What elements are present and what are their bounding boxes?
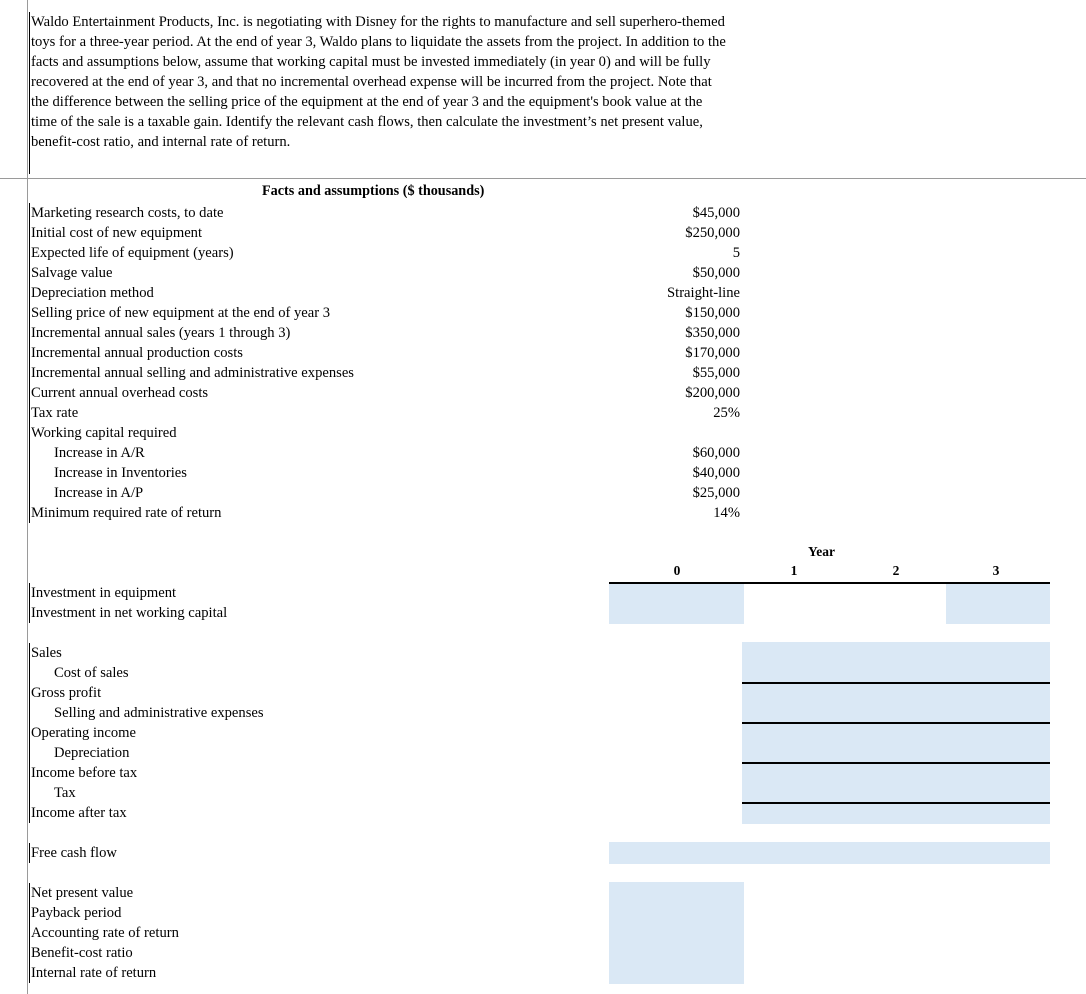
year-3-header: 3	[992, 563, 1000, 578]
fact-value: $45,000	[692, 205, 740, 221]
row-gridline	[0, 178, 1086, 179]
problem-statement: Waldo Entertainment Products, Inc. is negotiating with Disney for the rights to manufacture and sell superhero-themed toys for a three-year period. At the end of year 3, Waldo plans to liquidate the assets from the project. In addition to the facts and assumptions below, assume that working capital must be invested immediately (in year 0) and will be fully recovered at the end of year 3, and that no incremental overhead expense will be incurred from the project. Note that the difference between the selling price of the equipment at the end of year 3 and the equipment's book value at the time of the sale is a taxable gain. Identify the relevant cash flows, then calculate the investment’s net present value, benefit-cost ratio, and internal rate of return.	[31, 14, 726, 150]
sales-label: Sales	[31, 645, 62, 661]
cell-border	[29, 843, 30, 863]
cost-of-sales-label: Cost of sales	[54, 665, 129, 681]
fact-value: $50,000	[692, 265, 740, 281]
free-cash-flow-input[interactable]	[609, 842, 1050, 864]
subtotal-rule	[742, 762, 1050, 764]
income-after-tax-label: Income after tax	[31, 805, 127, 821]
fact-value: $200,000	[685, 385, 740, 401]
subtotal-rule	[742, 682, 1050, 684]
investment-year3-input[interactable]	[946, 584, 1050, 624]
investment-year0-input[interactable]	[609, 584, 744, 624]
fact-value: $60,000	[692, 445, 740, 461]
gross-profit-label: Gross profit	[31, 685, 102, 701]
investment-nwc-label: Investment in net working capital	[31, 605, 228, 621]
fact-label: Tax rate	[31, 405, 79, 421]
year-header: Year	[808, 544, 835, 559]
fact-value: $55,000	[692, 365, 740, 381]
cell-border	[29, 583, 30, 623]
fact-label: Expected life of equipment (years)	[31, 245, 234, 261]
bcr-label: Benefit-cost ratio	[31, 945, 133, 961]
fact-label: Initial cost of new equipment	[31, 225, 203, 241]
column-gridline	[27, 0, 28, 994]
year-1-header: 1	[790, 563, 798, 578]
fact-label: Incremental annual selling and administrative expenses	[31, 365, 354, 381]
fact-label: Increase in A/R	[54, 445, 145, 461]
fact-value: 5	[732, 245, 740, 261]
free-cash-flow-label: Free cash flow	[31, 845, 117, 861]
fact-label: Minimum required rate of return	[31, 505, 222, 521]
year-0-header: 0	[673, 563, 681, 578]
payback-label: Payback period	[31, 905, 122, 921]
fact-label: Marketing research costs, to date	[31, 205, 224, 221]
metrics-input[interactable]	[609, 882, 744, 984]
fact-label: Increase in A/P	[54, 485, 144, 501]
cell-border	[29, 883, 30, 983]
arr-label: Accounting rate of return	[31, 925, 179, 941]
tax-label: Tax	[54, 785, 76, 801]
cell-border	[29, 643, 30, 823]
cell-border	[29, 12, 30, 174]
fact-value: $170,000	[685, 345, 740, 361]
sga-label: Selling and administrative expenses	[54, 705, 264, 721]
income-statement-input[interactable]	[742, 642, 1050, 824]
facts-title: Facts and assumptions ($ thousands)	[262, 183, 485, 199]
fact-label: Selling price of new equipment at the end of year 3	[31, 305, 331, 321]
fact-label: Salvage value	[31, 265, 113, 281]
subtotal-rule	[742, 722, 1050, 724]
fact-label: Increase in Inventories	[54, 465, 187, 481]
npv-label: Net present value	[31, 885, 134, 901]
fact-label: Depreciation method	[31, 285, 154, 301]
fact-value: $25,000	[692, 485, 740, 501]
irr-label: Internal rate of return	[31, 965, 157, 981]
subtotal-rule	[742, 802, 1050, 804]
investment-equipment-label: Investment in equipment	[31, 585, 177, 601]
fact-label: Incremental annual production costs	[31, 345, 243, 361]
fact-label: Incremental annual sales (years 1 through 3)	[31, 325, 291, 341]
income-before-tax-label: Income before tax	[31, 765, 138, 781]
fact-value: Straight-line	[667, 285, 740, 301]
depreciation-label: Depreciation	[54, 745, 130, 761]
year-2-header: 2	[892, 563, 900, 578]
fact-value: 14%	[713, 505, 740, 521]
cell-border	[29, 203, 30, 523]
fact-value: $350,000	[685, 325, 740, 341]
fact-label: Working capital required	[31, 425, 177, 441]
fact-value: $150,000	[685, 305, 740, 321]
operating-income-label: Operating income	[31, 725, 136, 741]
fact-value: 25%	[713, 405, 740, 421]
fact-value: $40,000	[692, 465, 740, 481]
fact-value: $250,000	[685, 225, 740, 241]
fact-label: Current annual overhead costs	[31, 385, 209, 401]
